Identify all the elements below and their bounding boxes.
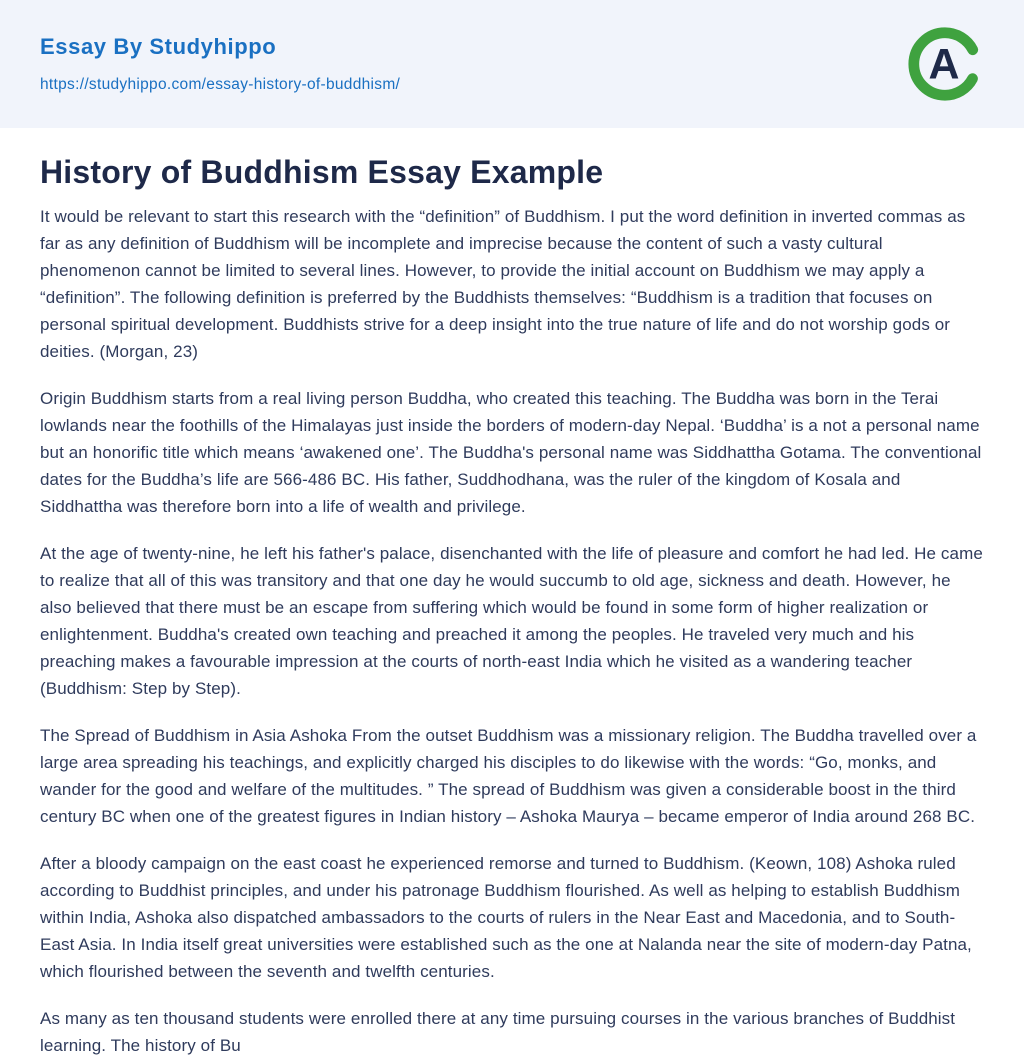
header-text-block xyxy=(40,34,400,94)
essay-title: History of Buddhism Essay Example xyxy=(40,154,604,190)
page-header xyxy=(0,0,1024,128)
essay-content xyxy=(0,154,1024,1059)
essay-paragraph: It would be relevant to start this research with the “definition” of Buddhism. I put the word definition in inverted commas as far as any definition of Buddhism will be incomplete and imprecise because the content of such a vasty cultural phenomenon cannot be limited to several lines. However, to provide the initial account on Buddhism we may apply a “definition”. The following definition is preferred by the Buddhists themselves: “Buddhism is a tradition that focuses on personal spiritual development. Buddhists strive for a deep insight into the true nature of life and do not worship gods or deities. (Morgan, 23) xyxy=(40,207,966,361)
logo-letter: A xyxy=(928,40,960,89)
essay-paragraph: The Spread of Buddhism in Asia Ashoka From the outset Buddhism was a missionary religion. The Buddha travelled over a large area spreading his teachings, and explicitly charged his disciples to do likewise with the words: “Go, monks, and wander for the good and welfare of the multitudes. ” The spread of Buddhism was given a considerable boost in the third century BC when one of the greatest figures in Indian history – Ashoka Maurya – became emperor of India around 268 BC. xyxy=(40,726,977,826)
essay-paragraph: Origin Buddhism starts from a real living person Buddha, who created this teaching. The Buddha was born in the Terai lowlands near the foothills of the Himalayas just inside the borders of modern-day Nepal. ‘Buddha’ is a not a personal name but an honorific title which means ‘awakened one’. The Buddha's personal name was Siddhattha Gotama. The conventional dates for the Buddha’s life are 566-486 BC. His father, Suddhodhana, was the ruler of the kingdom of Kosala and Siddhattha was therefore born into a life of wealth and privilege. xyxy=(40,389,982,516)
source-url-link[interactable]: https://studyhippo.com/essay-history-of-buddhism/ xyxy=(40,76,401,93)
essay-paragraph: As many as ten thousand students were enrolled there at any time pursuing courses in the various branches of Buddhist learning. The history of Bu xyxy=(40,1009,956,1055)
studyhippo-logo[interactable] xyxy=(906,25,984,103)
site-title: Essay By Studyhippo xyxy=(40,34,277,59)
essay-paragraph: At the age of twenty-nine, he left his father's palace, disenchanted with the life of pleasure and comfort he had led. He came to realize that all of this was transitory and that one day he would succumb to old age, sickness and death. However, he also believed that there must be an escape from suffering which would be found in some form of higher realization or enlightenment. Buddha's created own teaching and preached it among the peoples. He traveled very much and his preaching makes a favourable impression at the courts of north-east India which he visited as a wandering teacher (Buddhism: Step by Step). xyxy=(40,544,983,698)
logo-graphic xyxy=(906,25,984,103)
essay-paragraph: After a bloody campaign on the east coast he experienced remorse and turned to Buddhism. (Keown, 108) Ashoka ruled according to Buddhist principles, and under his patronage Buddhism flourished. As well as helping to establish Buddhism within India, Ashoka also dispatched ambassadors to the courts of rulers in the Near East and Macedonia, and to South-East Asia. In India itself great universities were established such as the one at Nalanda near the site of modern-day Patna, which flourished between the seventh and twelfth centuries. xyxy=(40,854,972,981)
